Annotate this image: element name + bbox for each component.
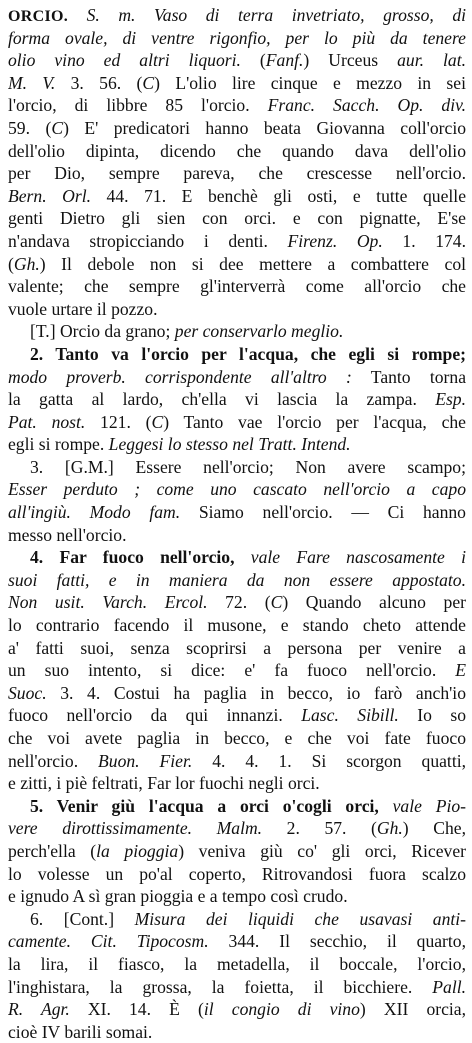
text-span: C (51, 117, 64, 138)
text-line (8, 230, 466, 253)
text-span: l'inghistara, la grossa, la foietta, il bicchiere. (8, 976, 433, 997)
text-line (8, 524, 466, 547)
text-line (8, 275, 466, 298)
text-span: Bern. Orl. (8, 185, 91, 206)
text-span: R. Agr. (8, 999, 70, 1020)
text-line (8, 953, 466, 976)
text-span: 121. ( (85, 411, 152, 432)
text-line (8, 162, 466, 185)
text-line (8, 298, 466, 321)
text-line (8, 998, 466, 1021)
text-span: perch'ella ( (8, 840, 97, 861)
text-span: 3. 4. Costui ha paglia in becco, io farò anch'io (46, 682, 466, 703)
text-span: 344. Il secchio, il quarto, (208, 931, 466, 952)
text-span: ( (8, 253, 14, 274)
text-line (8, 72, 466, 95)
text-line (8, 682, 466, 705)
text-span: la pioggia (96, 840, 179, 861)
text-span: Pall. (432, 976, 466, 997)
text-span: ) veniva giù co' gli orci, Ricever (178, 840, 466, 861)
text-line (8, 140, 466, 163)
text-line (8, 908, 466, 931)
text-span: fuoco nell'orcio da qui innanzi. (8, 705, 302, 726)
text-span: E (455, 660, 466, 681)
text-line (8, 185, 466, 208)
text-span: la lira, il fiasco, la metadella, il boccale, l'orcio, (8, 953, 466, 974)
text-line (8, 840, 466, 863)
text-span: lo volesse un po'al coperto, Ritrovandosi fuora scalzo (8, 863, 466, 884)
text-span: Misura dei liquidi che usavasi anti- (134, 908, 466, 929)
text-span: 5. Venir giù l'acqua a orci o'cogli orci, (30, 795, 379, 816)
text-line (8, 1021, 466, 1043)
text-span: Esser perduto ; come uno cascato nell'orcio a capo (8, 479, 466, 500)
text-span: Firenz. Op. (287, 230, 383, 251)
text-span: 2. Tanto va l'orcio per l'acqua, che egli si rompe; (30, 343, 466, 364)
text-line (8, 94, 466, 117)
text-line (8, 433, 466, 456)
text-line (8, 207, 466, 230)
text-line (8, 704, 466, 727)
text-span: vale Pio- (378, 795, 466, 816)
text-line (8, 478, 466, 501)
text-line (8, 930, 466, 953)
text-span: ) L'olio lire cinque e mezzo in sei (154, 72, 466, 93)
text-line (8, 27, 466, 50)
text-line (8, 591, 466, 614)
text-line (8, 614, 466, 637)
text-span: 6. [Cont.] (30, 908, 135, 929)
text-span: ( (240, 50, 266, 71)
text-span: vere dirottissimamente. Malm. (8, 818, 263, 839)
text-span: all'ingiù. Modo fam. (8, 502, 181, 523)
text-line (8, 501, 466, 524)
text-span: Esp. (435, 389, 466, 410)
text-line (8, 659, 466, 682)
text-span: ) Quando alcuno per (282, 592, 466, 613)
text-span: Gh. (13, 253, 40, 274)
text-span: Suoc. (8, 682, 47, 703)
text-span: [T.] Orcio da grano; (30, 321, 175, 342)
text-line (8, 49, 466, 72)
text-span: a' fatti suoi, senza scoprirsi a persona per venire a (8, 637, 466, 658)
text-span: ) Tanto vae l'orcio per l'acqua, che (163, 411, 466, 432)
text-span: Fanf. (265, 50, 304, 71)
text-span: e ignudo A sì gran pioggia e a tempo così crudo. (8, 886, 348, 907)
text-span: Pat. nost. (8, 411, 86, 432)
text-span: Buon. Fier. (98, 750, 193, 771)
text-line (8, 637, 466, 660)
text-span: ) XII orcia, (359, 999, 466, 1020)
text-span: che voi avete paglia in becco, e che voi fate fuoco (8, 728, 466, 748)
text-span: n'andava stropicciando i denti. (8, 230, 288, 251)
text-span: XI. 14. È ( (69, 999, 204, 1020)
text-span: 4. Far fuoco nell'orcio, (30, 547, 235, 568)
text-span: ) Il debole non si dee mettere a combattere col (39, 253, 466, 274)
text-span: forma ovale, di ventre rigonfio, per lo più da tenere (8, 27, 466, 48)
text-line (8, 569, 466, 592)
text-span: modo proverb. corrispondente all'altro : (8, 366, 352, 387)
text-span: dell'olio dipinta, dicendo che quando dava dell'olio (8, 140, 466, 161)
text-line (8, 343, 466, 366)
text-span: C (142, 72, 155, 93)
text-span: S. m. Vaso di terra invetriato, grosso, di (68, 5, 466, 25)
text-span: C (151, 411, 164, 432)
text-span: per Dio, sempre pareva, che crescesse nell'orcio. (8, 163, 466, 184)
text-line (8, 750, 466, 773)
text-span: egli si rompe. (8, 434, 109, 455)
text-span: messo nell'orcio. (8, 524, 127, 545)
text-span: Franc. Sacch. Op. div. (267, 95, 466, 116)
text-line (8, 772, 466, 795)
text-span: ) Urceus (303, 50, 398, 71)
text-span: genti Dietro gli sien con orci. e con pignatte, E'se (8, 208, 466, 229)
text-span: 44. 71. E benchè gli osti, e tutte quelle (91, 185, 466, 206)
text-span: 1. 174. (382, 230, 466, 251)
text-span: Lasc. Sibill. (301, 705, 399, 726)
text-span: 4. 4. 1. Si scorgon quatti, (192, 750, 466, 771)
text-span: cioè IV barili somai. (8, 1021, 153, 1042)
text-line (8, 795, 466, 818)
text-span: M. V. (8, 72, 56, 93)
text-span: vuole urtare il pozzo. (8, 298, 158, 319)
text-span: ORCIO. (8, 8, 69, 25)
text-line (8, 546, 466, 569)
text-span: C (270, 592, 283, 613)
text-line (8, 117, 466, 140)
text-line (8, 456, 466, 479)
text-span: suoi fatti, e in maniera da non essere appostato. (8, 569, 466, 590)
text-line (8, 976, 466, 999)
text-span: nell'orcio. (8, 750, 99, 771)
text-line (8, 817, 466, 840)
text-span: 72. ( (207, 592, 271, 613)
text-span: ) E' predicatori hanno beata Giovanna coll'orcio (63, 117, 466, 138)
text-span: Siamo nell'orcio. — Ci hanno (180, 502, 466, 523)
text-span: Leggesi lo stesso nel Tratt. Intend. (108, 434, 351, 455)
text-span: vale Fare nascosamente i (234, 547, 466, 568)
text-span: un suo intento, si dice: e' fa fuoco nell'orcio. (8, 660, 456, 681)
text-span: 3. 56. ( (55, 72, 143, 93)
text-span: la gatta al lardo, ch'ella vi lascia la zampa. (8, 389, 436, 410)
text-span: olio vino ed altri liquori. (8, 50, 241, 71)
text-span: camente. Cit. Tipocosm. (8, 931, 209, 952)
text-line (8, 863, 466, 886)
text-line (8, 388, 466, 411)
text-span: Io so (398, 705, 466, 726)
text-span: valente; che sempre gl'interverrà come all'orcio che (8, 276, 466, 297)
text-span: ) Che, (402, 818, 466, 839)
text-line (8, 366, 466, 389)
text-line (8, 253, 466, 276)
text-span: Gh. (376, 818, 403, 839)
text-span: aur. lat. (397, 50, 466, 71)
text-span: 59. ( (8, 117, 52, 138)
text-span: per conservarlo meglio. (174, 321, 344, 342)
text-line (8, 727, 466, 750)
text-span: lo contrario facendo il musone, e stando cheto attende (8, 615, 466, 636)
text-line (8, 885, 466, 908)
text-line (8, 411, 466, 434)
text-span: Tanto torna (351, 366, 466, 387)
text-span: Non usit. Varch. Ercol. (8, 592, 208, 613)
text-span: 2. 57. ( (262, 818, 377, 839)
text-span: e zitti, i piè feltrati, Far lor fuochi negli orci. (8, 773, 320, 794)
text-span: il congio di vino (203, 999, 360, 1020)
text-line (8, 320, 466, 343)
text-span: l'orcio, di libbre 85 l'orcio. (8, 95, 268, 116)
text-span: 3. [G.M.] Essere nell'orcio; Non avere scampo; (30, 456, 466, 477)
text-line (8, 4, 466, 27)
